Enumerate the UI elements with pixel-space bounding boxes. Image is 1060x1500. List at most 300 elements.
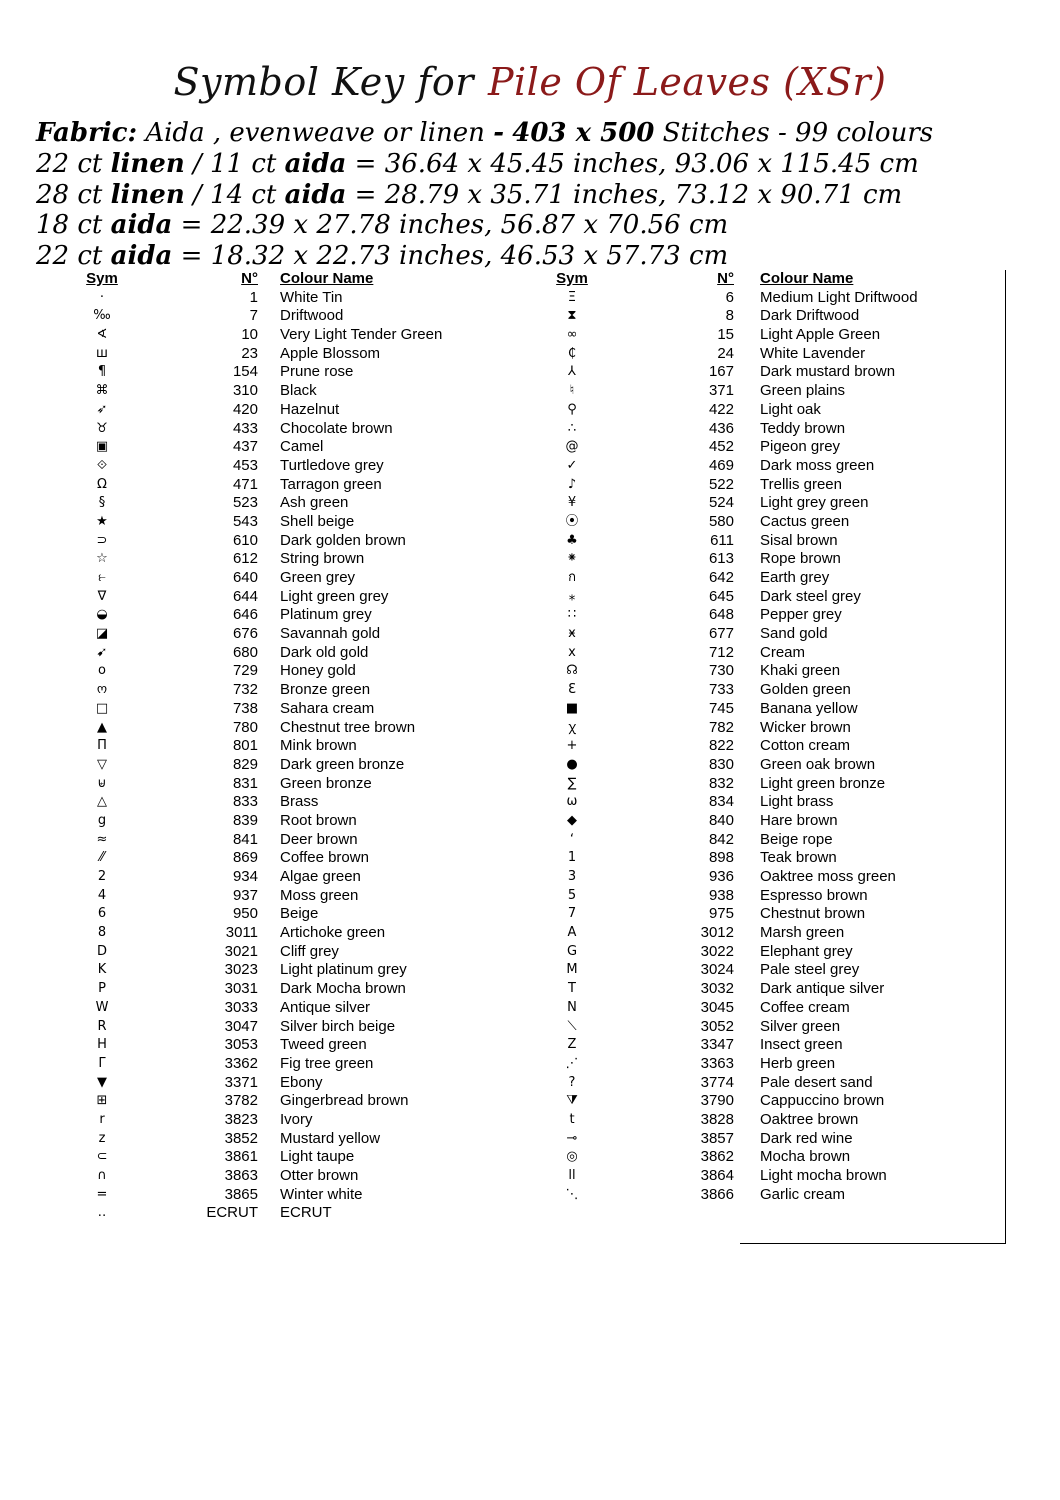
- colour-name-cell: Pigeon grey: [760, 438, 841, 456]
- table-row: [70, 1111, 510, 1130]
- number-cell: 3031: [224, 980, 258, 998]
- table-row: [540, 588, 980, 607]
- colour-name-cell: Shell beige: [280, 512, 355, 530]
- table-row: [70, 532, 510, 551]
- table-row: [70, 345, 510, 364]
- table-row: [70, 326, 510, 345]
- symbol-cell: +: [566, 738, 578, 754]
- colour-name-cell: Ebony: [280, 1073, 323, 1091]
- symbol-cell: Γ: [98, 1055, 106, 1071]
- number-cell: 3371: [224, 1073, 258, 1091]
- table-row: [70, 1130, 510, 1149]
- symbol-cell: ⊞: [96, 1093, 108, 1109]
- colour-name-cell: Mink brown: [280, 737, 357, 755]
- number-cell: 3857: [700, 1129, 734, 1147]
- colour-name-cell: Green grey: [280, 569, 356, 586]
- table-row: [540, 307, 980, 326]
- symbol-cell: ⚲: [567, 401, 577, 417]
- colour-name-cell: Brass: [280, 793, 319, 811]
- colour-name-cell: Light oak: [760, 400, 821, 418]
- size-line: [36, 210, 1046, 241]
- colour-name-cell: Sahara cream: [280, 699, 375, 717]
- number-cell: 471: [232, 475, 258, 493]
- colour-name-cell: Dark steel grey: [760, 587, 861, 605]
- colour-name-cell: Pale desert sand: [760, 1073, 873, 1091]
- header-colour-name: Colour Name: [760, 270, 854, 287]
- colour-name-cell: Coffee cream: [760, 998, 850, 1016]
- table-row: [540, 905, 980, 924]
- symbol-cell: N: [567, 999, 577, 1015]
- table-row: [540, 793, 980, 812]
- colour-name-cell: Apple Blossom: [280, 344, 381, 362]
- table-row: [540, 625, 980, 644]
- table-row: [70, 457, 510, 476]
- table-row: [540, 644, 980, 663]
- number-cell: 839: [232, 811, 258, 829]
- table-row: [70, 363, 510, 382]
- symbol-cell: ♮: [569, 383, 575, 399]
- colour-name-cell: Cotton cream: [760, 737, 851, 755]
- size-bold1: aida: [110, 241, 173, 272]
- number-cell: 677: [708, 625, 734, 643]
- colour-name-cell: Teddy brown: [760, 419, 846, 437]
- symbol-cell: ∷: [567, 607, 577, 623]
- symbol-cell: ⥼: [98, 570, 106, 585]
- colour-name-cell: Cactus green: [760, 512, 850, 530]
- symbol-cell: ♪: [567, 476, 577, 492]
- number-cell: 23: [241, 344, 258, 362]
- symbol-cell: ●: [566, 756, 578, 772]
- number-cell: 644: [232, 587, 258, 605]
- symbol-cell: ➶: [96, 401, 108, 417]
- symbol-cell: g: [97, 812, 107, 828]
- table-row: [540, 999, 980, 1018]
- colour-name-cell: Espresso brown: [760, 886, 868, 904]
- symbol-cell: ⊂: [96, 1149, 108, 1165]
- table-row: [540, 606, 980, 625]
- number-cell: 782: [708, 718, 734, 736]
- colour-name-cell: Gingerbread brown: [280, 1092, 409, 1110]
- colour-name-cell: Savannah gold: [280, 625, 381, 643]
- number-cell: 469: [708, 456, 734, 474]
- table-row: [70, 606, 510, 625]
- table-row: [540, 1036, 980, 1055]
- colour-name-cell: Green oak brown: [760, 755, 876, 773]
- number-cell: 841: [232, 830, 258, 848]
- table-row: [70, 438, 510, 457]
- symbol-cell: ¥: [567, 495, 577, 511]
- table-header: [540, 270, 980, 289]
- table-row: [70, 812, 510, 831]
- symbol-cell: 4: [97, 887, 107, 903]
- symbol-cell: ш: [96, 345, 108, 361]
- colour-name-cell: Pale steel grey: [760, 961, 860, 979]
- colour-name-cell: Silver green: [760, 1017, 841, 1035]
- colour-name-cell: Very Light Tender Green: [280, 326, 443, 344]
- number-cell: 580: [708, 512, 734, 530]
- colour-name-cell: Beige: [280, 905, 319, 923]
- number-cell: 646: [232, 606, 258, 624]
- symbol-cell: ∑: [567, 775, 577, 791]
- symbol-cell: =: [96, 1186, 108, 1202]
- colour-name-cell: Medium Light Driftwood: [760, 288, 918, 306]
- table-row: [540, 345, 980, 364]
- colour-name-cell: Dark mustard brown: [760, 363, 896, 381]
- number-cell: 3774: [700, 1073, 734, 1091]
- symbol-cell: ო: [96, 682, 108, 698]
- table-row: [70, 700, 510, 719]
- number-cell: 3011: [225, 924, 258, 942]
- symbol-cell: ▲: [97, 719, 107, 735]
- number-cell: 1: [249, 288, 258, 306]
- number-cell: 3790: [700, 1092, 734, 1110]
- number-cell: 452: [708, 438, 734, 456]
- size-post: = 18.32 x 22.73 inches, 46.53 x 57.73 cm: [172, 241, 729, 272]
- colour-name-cell: Light green grey: [280, 587, 389, 605]
- size-pre: 28 ct: [36, 179, 111, 210]
- symbol-cell: ◪: [95, 626, 109, 642]
- size-bold1: aida: [110, 210, 173, 241]
- size-pre: 18 ct: [36, 210, 111, 241]
- colour-name-cell: Mustard yellow: [280, 1129, 381, 1147]
- colour-name-cell: Sisal brown: [760, 531, 838, 549]
- number-cell: 6: [725, 288, 734, 306]
- number-cell: 730: [708, 662, 734, 680]
- number-cell: 950: [232, 905, 258, 923]
- colour-name-cell: Winter white: [280, 1185, 363, 1203]
- number-cell: 8: [725, 307, 734, 325]
- fabric-line: [36, 118, 1046, 149]
- table-row: [70, 793, 510, 812]
- number-cell: 3012: [700, 924, 734, 942]
- symbol-cell: ∢: [96, 327, 108, 343]
- number-cell: 3032: [700, 980, 734, 998]
- number-cell: 801: [232, 737, 258, 755]
- table-row: [540, 513, 980, 532]
- table-row: [70, 1036, 510, 1055]
- number-cell: 3823: [224, 1110, 258, 1128]
- table-row: [70, 831, 510, 850]
- symbol-cell: @: [565, 439, 579, 455]
- colour-name-cell: Trellis green: [760, 475, 842, 493]
- symbol-cell: 1: [567, 850, 577, 866]
- number-cell: 832: [708, 774, 734, 792]
- symbol-cell: ꭓ: [568, 719, 576, 735]
- size-bold2: aida: [284, 179, 347, 210]
- fabric-info: [36, 118, 1046, 272]
- symbol-cell: ◒: [96, 607, 108, 623]
- number-cell: 3852: [224, 1129, 258, 1147]
- symbol-cell: A: [567, 925, 577, 941]
- symbol-cell: ₵: [567, 345, 577, 361]
- symbol-cell: Π: [97, 738, 107, 754]
- table-row: [540, 831, 980, 850]
- header-colour-name: Colour Name: [280, 270, 374, 287]
- number-cell: 676: [232, 625, 258, 643]
- number-cell: 898: [708, 849, 734, 867]
- table-row: [540, 457, 980, 476]
- table-body-left: [70, 289, 510, 1223]
- table-row: [70, 905, 510, 924]
- symbol-cell: G: [566, 943, 578, 959]
- table-row: [540, 849, 980, 868]
- number-cell: 3828: [700, 1110, 734, 1128]
- colour-name-cell: Antique silver: [280, 998, 371, 1016]
- table-row: [540, 326, 980, 345]
- number-cell: 822: [708, 737, 734, 755]
- table-row: [540, 719, 980, 738]
- number-cell: 745: [708, 699, 734, 717]
- colour-name-cell: Cliff grey: [280, 942, 339, 960]
- colour-name-cell: Light taupe: [280, 1148, 355, 1166]
- number-cell: 7: [249, 307, 258, 325]
- colour-name-cell: Artichoke green: [280, 924, 386, 942]
- table-row: [70, 662, 510, 681]
- number-cell: 729: [232, 662, 258, 680]
- number-cell: 524: [708, 494, 734, 512]
- number-cell: 10: [241, 326, 258, 344]
- fabric-sep: -: [493, 118, 504, 148]
- number-cell: 523: [232, 494, 258, 512]
- number-cell: 613: [708, 550, 734, 568]
- symbol-cell: ก: [568, 570, 576, 585]
- number-cell: 840: [708, 811, 734, 829]
- symbol-cell: K: [97, 962, 107, 978]
- symbol-cell: t: [569, 1111, 575, 1127]
- colour-name-cell: Teak brown: [760, 849, 837, 867]
- colour-name-cell: Insect green: [760, 1036, 843, 1054]
- number-cell: 310: [232, 382, 258, 400]
- header-num: N°: [241, 270, 258, 287]
- table-row: [70, 382, 510, 401]
- table-row: [540, 700, 980, 719]
- symbol-cell: ▼: [97, 1074, 107, 1090]
- colour-name-cell: Hare brown: [760, 811, 838, 829]
- colour-name-cell: Black: [280, 382, 317, 400]
- colour-name-cell: Coffee brown: [280, 849, 369, 867]
- table-row: [540, 532, 980, 551]
- table-row: [70, 1018, 510, 1037]
- colour-name-cell: Chestnut tree brown: [280, 718, 416, 736]
- colour-name-cell: ECRUT: [280, 1204, 332, 1222]
- symbol-cell: ӿ: [568, 626, 576, 642]
- symbol-cell: 7: [567, 906, 577, 922]
- symbol-cell: Ω: [97, 476, 107, 492]
- number-cell: 3052: [700, 1017, 734, 1035]
- table-row: [70, 513, 510, 532]
- symbol-cell: Ξ: [567, 289, 577, 305]
- symbol-cell: ◎: [566, 1149, 578, 1165]
- header-num: N°: [717, 270, 734, 287]
- number-cell: 938: [708, 886, 734, 904]
- colour-name-cell: Tweed green: [280, 1036, 367, 1054]
- symbol-cell: 5: [567, 887, 577, 903]
- colour-name-cell: Dark Mocha brown: [280, 980, 406, 998]
- symbol-cell: R: [97, 1018, 107, 1034]
- colour-name-cell: Moss green: [280, 886, 359, 904]
- table-row: [70, 550, 510, 569]
- symbol-cell: r: [99, 1111, 105, 1127]
- size-post: = 22.39 x 27.78 inches, 56.87 x 70.56 cm: [172, 210, 729, 241]
- table-row: [540, 494, 980, 513]
- colour-name-cell: Honey gold: [280, 662, 356, 680]
- table-row: [70, 307, 510, 326]
- colour-name-cell: Driftwood: [280, 307, 344, 325]
- symbol-cell: ■: [565, 700, 579, 716]
- table-row: [70, 980, 510, 999]
- colour-name-cell: Cream: [760, 643, 806, 661]
- number-cell: 645: [708, 587, 734, 605]
- table-row: [70, 775, 510, 794]
- number-cell: 3024: [700, 961, 734, 979]
- table-row: [540, 961, 980, 980]
- colour-name-cell: Dark moss green: [760, 456, 875, 474]
- number-cell: 3864: [700, 1167, 734, 1184]
- table-row: [540, 382, 980, 401]
- symbol-cell: ∇: [97, 588, 107, 604]
- colour-name-cell: Dark antique silver: [760, 980, 885, 998]
- number-cell: 422: [708, 400, 734, 418]
- symbol-cell: ·: [99, 289, 105, 305]
- symbol-cell: ☆: [96, 551, 108, 567]
- symbol-cell: ‰: [93, 308, 111, 324]
- number-cell: 522: [708, 475, 734, 493]
- colour-name-cell: Elephant grey: [760, 942, 853, 960]
- size-line: [36, 149, 1046, 180]
- symbol-cell: ♉: [96, 420, 108, 436]
- number-cell: 3053: [224, 1036, 258, 1054]
- number-cell: 3022: [700, 942, 734, 960]
- number-cell: 833: [232, 793, 258, 811]
- table-row: [70, 943, 510, 962]
- table-row: [540, 662, 980, 681]
- number-cell: 3021: [224, 942, 258, 960]
- symbol-cell: §: [98, 495, 106, 511]
- stitches-colours: Stitches - 99 colours: [662, 118, 934, 148]
- colour-name-cell: Dark red wine: [760, 1129, 853, 1147]
- number-cell: 420: [232, 400, 258, 418]
- number-cell: 371: [708, 382, 734, 400]
- symbol-cell: ¶: [97, 364, 107, 380]
- table-row: [540, 943, 980, 962]
- size-mid: / 11 ct: [184, 148, 285, 179]
- number-cell: 3363: [700, 1054, 734, 1072]
- symbol-cell: ?: [568, 1074, 576, 1090]
- pattern-name: Pile Of Leaves (XSr): [487, 60, 887, 104]
- table-row: [540, 1167, 980, 1186]
- colour-name-cell: Light mocha brown: [760, 1167, 887, 1184]
- symbol-cell: ☊: [566, 663, 578, 679]
- colour-name-cell: Mocha brown: [760, 1148, 851, 1166]
- table-row: [70, 401, 510, 420]
- colour-name-cell: Earth grey: [760, 569, 830, 586]
- table-row: [540, 980, 980, 999]
- size-post: = 36.64 x 45.45 inches, 93.06 x 115.45 cm: [346, 148, 919, 179]
- header-sym: Sym: [556, 270, 588, 287]
- symbol-cell: ʻ: [569, 831, 575, 847]
- symbol-cell: D: [96, 943, 107, 959]
- table-row: [70, 737, 510, 756]
- number-cell: 869: [232, 849, 258, 867]
- colour-name-cell: White Lavender: [760, 344, 866, 362]
- colour-name-cell: Bronze green: [280, 681, 371, 699]
- symbol-cell: Z: [567, 1037, 577, 1053]
- table-row: [540, 420, 980, 439]
- colour-name-cell: Beige rope: [760, 830, 833, 848]
- symbol-cell: □: [95, 700, 109, 716]
- symbol-cell: △: [97, 794, 107, 810]
- table-border-bottom: [740, 1243, 1006, 1244]
- colour-name-cell: Dark Driftwood: [760, 307, 860, 325]
- symbol-cell: 2: [97, 869, 107, 884]
- symbol-cell: ⊌: [97, 775, 107, 791]
- table-row: [540, 401, 980, 420]
- symbol-cell: ⧗: [567, 308, 577, 324]
- symbol-cell: z: [98, 1130, 106, 1146]
- number-cell: 934: [232, 868, 258, 885]
- table-row: [70, 849, 510, 868]
- colour-name-cell: Chocolate brown: [280, 419, 393, 437]
- number-cell: 831: [232, 774, 258, 792]
- number-cell: 437: [232, 438, 258, 456]
- colour-name-cell: Tarragon green: [280, 475, 382, 493]
- number-cell: 712: [708, 643, 734, 661]
- symbol-cell: ⋱: [565, 1186, 579, 1202]
- size-post: = 28.79 x 35.71 inches, 73.12 x 90.71 cm: [346, 179, 903, 210]
- colour-name-cell: Ivory: [280, 1110, 313, 1128]
- symbol-cell: ⋰: [565, 1055, 579, 1071]
- number-cell: 3866: [700, 1185, 734, 1203]
- symbol-cell: ⦿: [565, 513, 579, 529]
- symbol-cell: ⟐: [96, 457, 108, 473]
- number-cell: 733: [708, 681, 734, 699]
- symbol-cell: ∴: [567, 420, 577, 436]
- number-cell: 640: [232, 569, 258, 586]
- colour-name-cell: Light grey green: [760, 494, 869, 512]
- table-row: [540, 438, 980, 457]
- number-cell: 3863: [224, 1167, 258, 1184]
- colour-name-cell: Camel: [280, 438, 324, 456]
- symbol-cell: W: [95, 999, 109, 1015]
- colour-name-cell: Banana yellow: [760, 699, 858, 717]
- stitch-count: 403 x 500: [512, 118, 655, 148]
- number-cell: 611: [710, 531, 734, 549]
- table-row: [70, 887, 510, 906]
- number-cell: 453: [232, 456, 258, 474]
- colour-name-cell: Algae green: [280, 868, 361, 885]
- number-cell: 3782: [224, 1092, 258, 1110]
- colour-name-cell: Light green bronze: [760, 774, 886, 792]
- table-row: [540, 775, 980, 794]
- colour-name-cell: White Tin: [280, 288, 343, 306]
- colour-name-cell: Golden green: [760, 681, 851, 699]
- table-body-right: [540, 289, 980, 1205]
- colour-name-cell: Oaktree brown: [760, 1110, 859, 1128]
- colour-name-cell: Fig tree green: [280, 1054, 374, 1072]
- symbol-cell: ⁕: [566, 551, 578, 567]
- table-row: [540, 1111, 980, 1130]
- table-row: [540, 289, 980, 308]
- number-cell: 829: [232, 755, 258, 773]
- table-row: [540, 1148, 980, 1167]
- colour-name-cell: Chestnut brown: [760, 905, 866, 923]
- colour-name-cell: Dark green bronze: [280, 755, 405, 773]
- table-row: [540, 681, 980, 700]
- symbol-table-right: [540, 270, 980, 1204]
- number-cell: 834: [708, 793, 734, 811]
- number-cell: 3347: [700, 1036, 734, 1054]
- table-row: [540, 1130, 980, 1149]
